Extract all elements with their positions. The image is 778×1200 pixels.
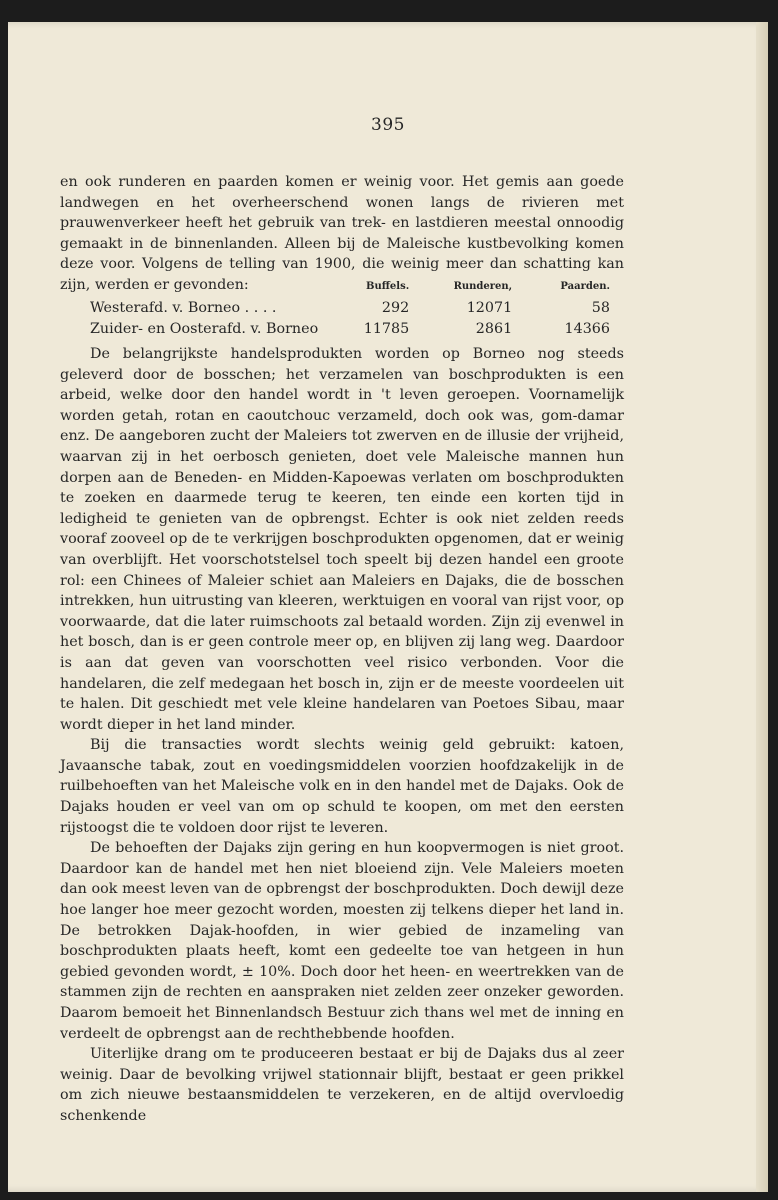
row-buffels: 292 — [381, 299, 410, 316]
intro-paragraph: en ook runderen en paarden komen er weinig voor. Het gemis aan goede landwegen en het overheerschend wonen langs de rivieren met prauwenverkeer heeft het gebruik van trek- en lastdieren meestal onnoodig gemaakt in de binnenlanden. Alleen bij de Maleische kustbevolking komen deze voor. Volgens de telling van 1900, die weinig meer dan schatting kan zijn, werden er gevonden: — [60, 174, 624, 293]
table-header-row — [90, 279, 610, 297]
livestock-table — [90, 279, 610, 339]
header-runderen: Runderen, — [453, 280, 513, 292]
table-row — [90, 318, 610, 339]
table-row — [90, 297, 610, 318]
row-runderen: 12071 — [466, 299, 513, 316]
header-buffels: Buffels. — [366, 280, 410, 292]
row-paarden: 58 — [591, 299, 610, 316]
row-buffels: 11785 — [363, 320, 410, 337]
row-paarden: 14366 — [564, 320, 610, 337]
header-paarden: Paarden. — [560, 280, 610, 292]
paragraph-production: Uiterlijke drang om te produceeren bestaat er bij de Dajaks dus al zeer weinig. Daar de bevolking vrijwel stationnair blijft, bestaat er geen prikkel om zich nieuwe bestaansmiddelen te verzekeren, en de altijd overvloedig schenkende — [60, 1046, 624, 1124]
book-page — [8, 22, 768, 1192]
paragraph-transactions: Bij die transacties wordt slechts weinig geld gebruikt: katoen, Javaansche tabak, zout en voedingsmiddelen voorzien hoofdzakelijk in de ruilbehoeften van het Maleische volk en in den handel met de Dajaks. Ook de Dajaks houden er veel van om op schuld te koopen, om met den eersten rijstoogst die te voldoen door rijst te leveren. — [60, 737, 624, 836]
page-edge — [756, 22, 768, 1192]
paragraph-dajak-needs: De behoeften der Dajaks zijn gering en hun koopvermogen is niet groot. Daardoor kan de handel met hen niet bloeiend zijn. Vele Maleiers moeten dan ook meest leven van de opbrengst der boschprodukten. Doch dewijl deze hoe langer hoe meer gezocht worden, moesten zij telkens dieper het land in. De betrokken Dajak-hoofden, in wier gebied de inzameling van boschprodukten plaats heeft, komt een gedeelte toe van hetgeen in hun gebied gevonden wordt, ± 10%. Doch door het heen- en weertrekken van de stammen zijn de rechten en aanspraken niet zelden zeer onzeker geworden. Daarom bemoeit het Binnenlandsch Bestuur zich thans wel met de inning en verdeelt de opbrengst aan de rechthebbende hoofden. — [60, 840, 624, 1042]
page-number: 395 — [371, 115, 405, 135]
row-region: Westerafd. v. Borneo . . . . — [90, 299, 277, 316]
table-header-blank — [90, 279, 327, 297]
row-region: Zuider- en Oosterafd. v. Borneo — [90, 320, 319, 337]
intro-text — [60, 172, 624, 296]
row-runderen: 2861 — [475, 320, 513, 337]
body-text — [60, 344, 624, 1127]
paragraph-forest-products: De belangrijkste handelsprodukten worden op Borneo nog steeds geleverd door de bosschen; het verzamelen van boschprodukten is een arbeid, welke door den handel wordt in 't leven geroepen. Voornamelijk worden getah, rotan en caoutchouc verzameld, doch ook was, gom-damar enz. De aangeboren zucht der Maleiers tot zwerven en de illusie der vrijheid, waarvan zij in het oerbosch genieten, doet vele Maleische mannen hun dorpen aan de Beneden- en Midden-Kapoewas verlaten om boschprodukten te zoeken en daarmede terug te keeren, ten einde een korten tijd in ledigheid te genieten van de opbrengst. Echter is ook niet zelden reeds vooraf zooveel op de te verkrijgen boschprodukten opgenomen, dat er weinig van overblijft. Het voorschotstelsel toch speelt bij dezen handel een groote rol: een Chinees of Maleier schiet aan Maleiers en Dajaks, die de bosschen intrekken, hun uitrusting van kleeren, werktuigen en vooral van rijst voor, op voorwaarde, dat die later ruimschoots zal betaald worden. Zijn zij evenwel in het bosch, dan is er geen controle meer op, en blijven zij lang weg. Daardoor is aan dat geven van voorschotten veel risico verbonden. Voor die handelaren, die zelf medegaan het bosch in, zijn er de meeste voordeelen uit te halen. Dit geschiedt met vele kleine handelaren van Poetoes Sibau, maar wordt dieper in het land minder. — [60, 346, 624, 733]
